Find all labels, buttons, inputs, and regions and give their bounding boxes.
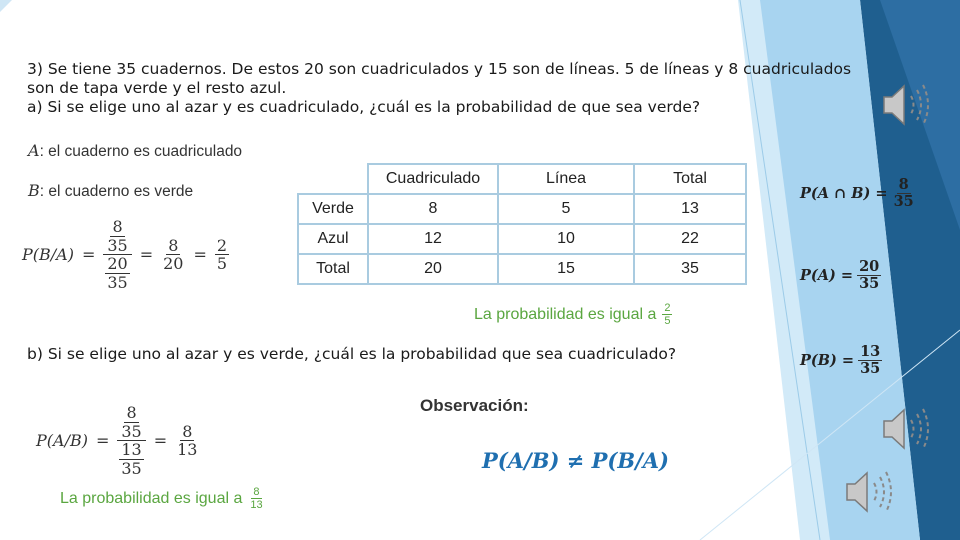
speaker-icon[interactable] [880, 404, 932, 454]
answer-a [474, 302, 672, 327]
fraction-value: 8 [253, 486, 260, 498]
definition-a [28, 141, 242, 161]
table-header: Cuadriculado [368, 164, 498, 194]
fraction-value: 5 [664, 315, 671, 328]
formula-a-lhs: P(B/A) [22, 245, 74, 265]
intersection-probability [800, 177, 916, 210]
fraction [892, 177, 916, 210]
fraction-value: 2 [216, 235, 228, 255]
answer-a-text: La probabilidad es igual a [474, 305, 657, 323]
formula-b: P(A/B) = $\frac{\frac{8}{35}}{\frac{13}{35}}$ = $\frac{8}{13}$ [36, 403, 198, 478]
bg-corner [0, 0, 12, 12]
fraction-value: 8 [112, 217, 123, 236]
table-cell: 35 [634, 254, 746, 284]
fraction [858, 344, 882, 377]
fraction-value: 35 [107, 235, 128, 255]
fraction-value: 8 [168, 235, 179, 255]
fraction-value: 13 [121, 440, 142, 460]
fraction [857, 259, 881, 292]
fraction-value: 35 [107, 272, 128, 292]
fraction-value: 35 [121, 421, 142, 441]
fraction-value: 13 [860, 343, 881, 360]
table-corner [298, 164, 368, 194]
speaker-icon[interactable] [843, 467, 895, 517]
table-row [298, 194, 746, 224]
fraction-value: 20 [163, 254, 184, 274]
fraction-value: 8 [126, 403, 137, 422]
speaker-icon[interactable] [880, 80, 932, 130]
event-a-label: A [28, 141, 40, 160]
answer-b-text: La probabilidad es igual a [60, 489, 243, 507]
question-b: b) Si se elige uno al azar y es verde, ¿cuál es la probabilidad que sea cuadriculado? [27, 345, 677, 363]
formula-lhs: P(A ∩ B) = [800, 184, 888, 202]
fraction-value: 5 [216, 254, 228, 274]
fraction [215, 237, 229, 273]
table-header: Total [634, 164, 746, 194]
observation-title: Observación: [420, 396, 529, 415]
table-row [298, 224, 746, 254]
event-b-text: : el cuaderno es verde [39, 183, 194, 200]
formula-lhs: P(A) = [800, 266, 854, 284]
table-cell: 13 [634, 194, 746, 224]
probability-a [800, 259, 881, 292]
fraction-value: 35 [860, 359, 881, 377]
fraction-value: 20 [859, 258, 880, 275]
table-cell: 5 [498, 194, 634, 224]
fraction-value: 20 [107, 254, 128, 274]
fraction-value: 8 [182, 421, 193, 441]
probability-b [800, 344, 882, 377]
fraction-value: 35 [893, 192, 914, 210]
table-cell: 12 [368, 224, 498, 254]
fraction [175, 423, 199, 459]
observation-inequality: P(A/B) ≠ P(B/A) [482, 448, 669, 473]
answer-b [60, 486, 265, 511]
event-a-text: : el cuaderno es cuadriculado [39, 143, 243, 160]
event-b-label: B [28, 181, 40, 200]
table-row [298, 254, 746, 284]
definition-b [28, 181, 193, 201]
table-cell: 15 [498, 254, 634, 284]
table-row-label: Azul [298, 224, 368, 254]
fraction [161, 237, 185, 273]
fraction-value: 13 [177, 440, 198, 460]
compound-fraction [117, 404, 145, 477]
fraction-value: 35 [121, 458, 142, 478]
compound-fraction [103, 218, 131, 291]
fraction-value: 2 [664, 302, 671, 314]
formula-b-lhs: P(A/B) [36, 431, 88, 451]
problem-line: 3) Se tiene 35 cuadernos. De estos 20 son cuadriculados y 15 son de líneas. 5 de líneas y 8 cuadriculados [27, 60, 852, 78]
table-header-row [298, 164, 746, 194]
fraction-value: 8 [898, 176, 909, 193]
table-row-label: Verde [298, 194, 368, 224]
problem-line: son de tapa verde y el resto azul. [27, 79, 287, 97]
fraction-value: 13 [250, 499, 263, 512]
table-cell: 8 [368, 194, 498, 224]
formula-lhs: P(B) = [800, 351, 855, 369]
answer-a-fraction [662, 302, 672, 327]
formula-a: P(B/A) = $\frac{\frac{8}{35}}{\frac{20}{35}}$ = $\frac{8}{20}$ = $\frac{2}{5}$ [22, 217, 228, 292]
table-cell: 10 [498, 224, 634, 254]
table-header: Línea [498, 164, 634, 194]
table-cell: 22 [634, 224, 746, 254]
answer-b-fraction [248, 486, 264, 511]
problem-statement [27, 60, 877, 117]
table-cell: 20 [368, 254, 498, 284]
table-row-label: Total [298, 254, 368, 284]
fraction-value: 35 [859, 274, 880, 292]
contingency-table [297, 163, 747, 285]
question-a: a) Si se elige uno al azar y es cuadriculado, ¿cuál es la probabilidad de que sea verde? [27, 98, 701, 116]
